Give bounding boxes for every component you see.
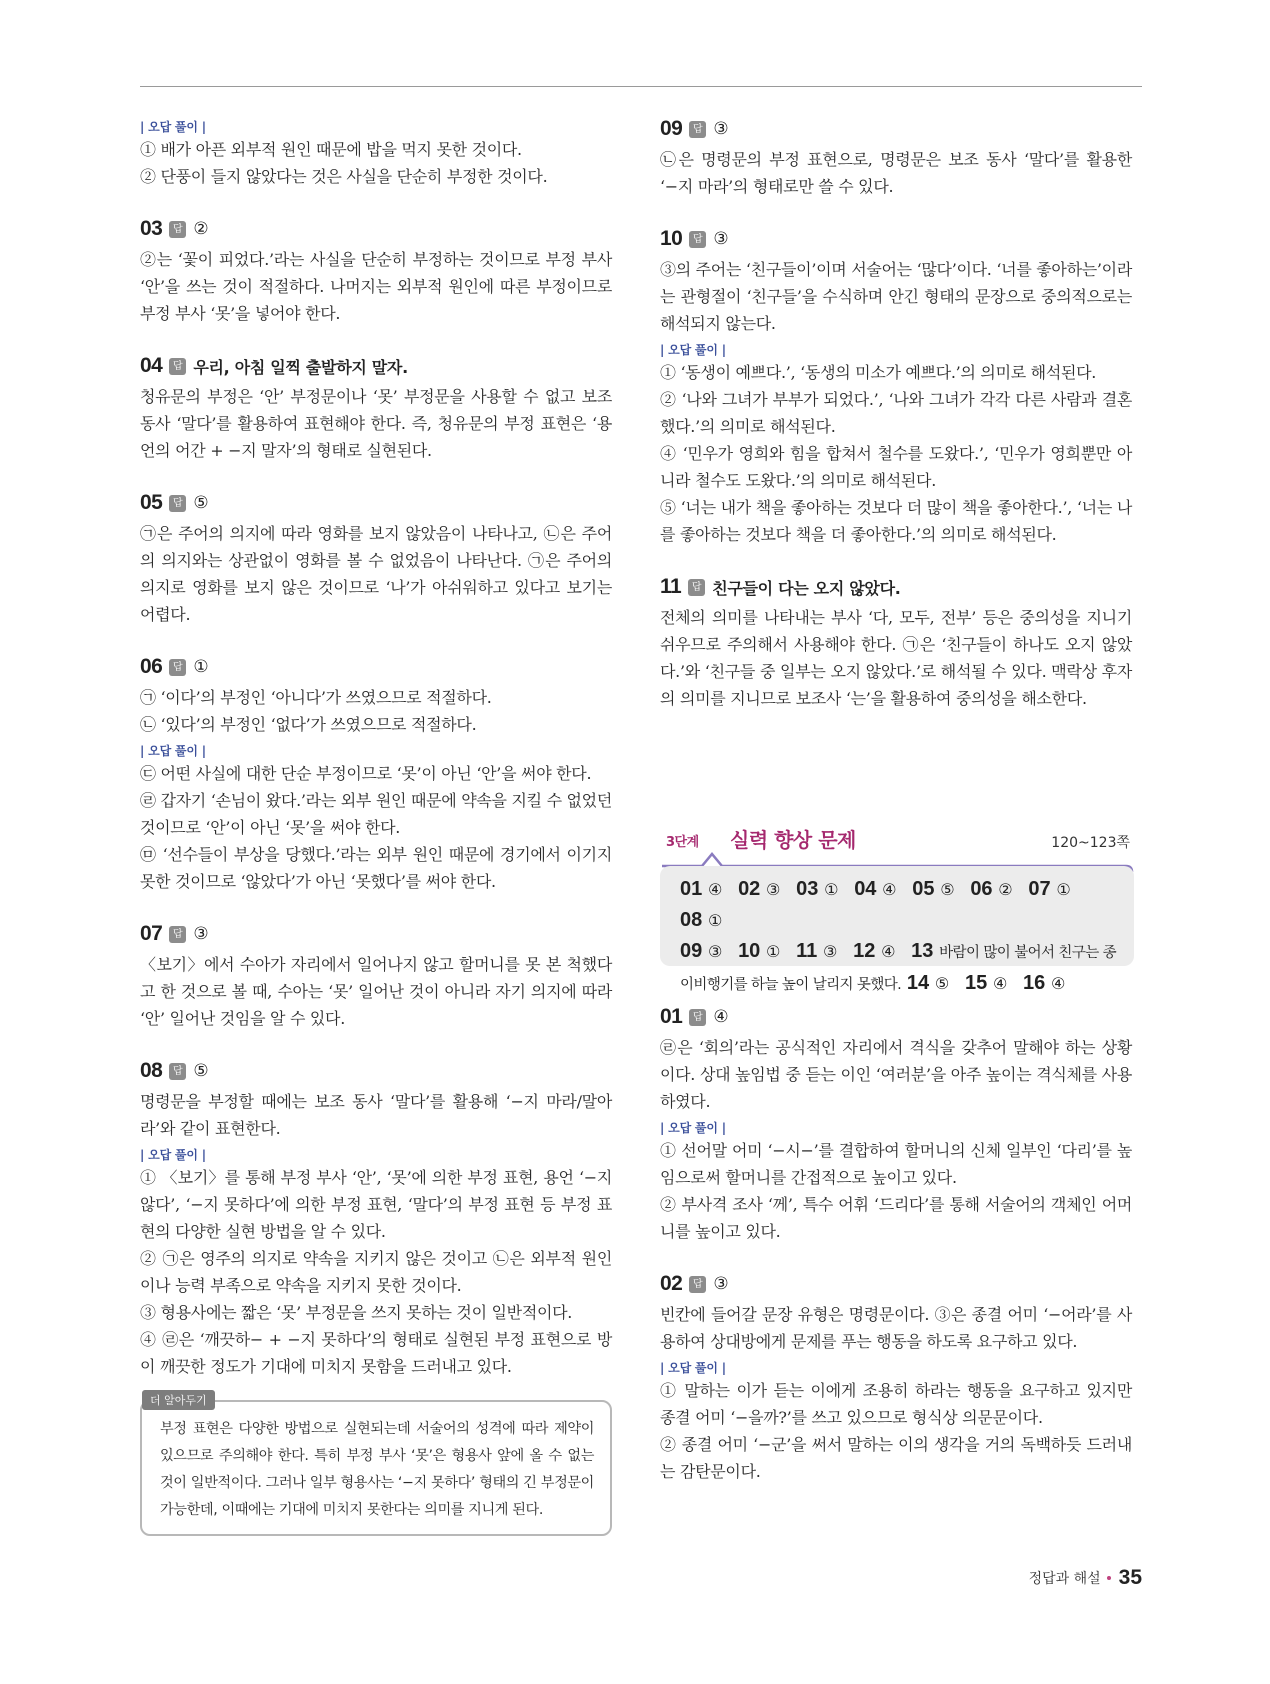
answer-badge: 답 — [689, 231, 706, 248]
footer-label: 정답과 해설 — [1028, 1571, 1101, 1587]
answer-choice: ② — [193, 219, 209, 239]
ojap-line: ㉢ 어떤 사실에 대한 단순 부정이므로 ‘못’이 아닌 ‘안’을 써야 한다. — [140, 764, 592, 783]
answer-choice: 우리, 아침 일찍 출발하지 말자. — [193, 357, 408, 377]
explanation: ㉡은 명령문의 부정 표현으로, 명령문은 보조 동사 ‘말다’를 활용한 ‘−지 마라’의 형태로만 쓸 수 있다. — [660, 150, 1132, 196]
question-number: 07 — [140, 922, 163, 945]
right-column — [660, 114, 1132, 1509]
question-number: 04 — [140, 354, 163, 377]
ojap-label: | 오답 풀이 | — [660, 1121, 726, 1135]
stage-item: 09 ③ — [680, 940, 723, 962]
ojap-line: ② 종결 어미 ‘−군’을 써서 말하는 이의 생각을 거의 독백하듯 드러내는 감탄문이다. — [660, 1435, 1132, 1481]
question-number: 11 — [660, 575, 682, 598]
stage-answer-list — [680, 874, 1126, 1000]
ojap-line: ① ‘동생이 예쁘다.’, ‘동생의 미소가 예쁘다.’의 의미로 해석된다. — [660, 363, 1097, 382]
answer-02-continued — [140, 118, 612, 190]
footer-dot — [1107, 1576, 1111, 1580]
ojap-body — [140, 136, 612, 190]
answer-choice: ③ — [713, 119, 729, 139]
ojap-body — [660, 1377, 1132, 1485]
answer-choice: ① — [193, 657, 209, 677]
ojap-label: | 오답 풀이 | — [140, 744, 206, 758]
stage-item: 11 ③ — [796, 940, 838, 962]
answer-badge: 답 — [689, 1009, 706, 1026]
answer-badge: 답 — [169, 659, 186, 676]
ojap-body — [660, 359, 1132, 548]
answer-badge: 답 — [688, 579, 705, 596]
stage-item: 06 ② — [970, 878, 1013, 900]
stage-item: 12 ④ — [853, 940, 896, 962]
more-info-tag: 더 알아두기 — [142, 1390, 215, 1410]
ojap-line: ③ 형용사에는 짧은 ‘못’ 부정문을 쓰지 못하는 것이 일반적이다. — [140, 1303, 573, 1322]
answer-09 — [660, 114, 1132, 200]
explanation-line: ㉠ ‘이다’의 부정인 ‘아니다’가 쓰였으므로 적절하다. — [140, 688, 492, 707]
ojap-label: | 오답 풀이 | — [660, 343, 726, 357]
explanation: 〈보기〉에서 수아가 자리에서 일어나지 않고 할머니를 못 본 척했다고 한 것으로 볼 때, 수아는 ‘못’ 일어난 것이 아니라 자기 의지에 따라 ‘안’ 일어난 것임을 알 수 있다. — [140, 955, 612, 1028]
ojap-line: ② 부사격 조사 ‘께’, 특수 어휘 ‘드리다’를 통해 서술어의 객체인 어머니를 높이고 있다. — [660, 1195, 1132, 1241]
answer-choice: ③ — [193, 924, 209, 944]
answer-11 — [660, 572, 1132, 712]
explanation: 전체의 의미를 나타내는 부사 ‘다, 모두, 전부’ 등은 중의성을 지니기 쉬우므로 주의해서 사용해야 한다. ㉠은 ‘친구들이 하나도 오지 않았다.’와 ‘친구들 중 일부는 오지 않았다.’로 해석될 수 있다. 맥락상 후자의 의미를 지니므로 보조사 ‘는’을 활용하여 중의성을 해소한다. — [660, 608, 1132, 708]
answer-05 — [140, 488, 612, 628]
stage-title: 실력 향상 문제 — [730, 828, 856, 852]
page-footer — [1029, 1566, 1142, 1590]
answer-choice: ③ — [713, 229, 729, 249]
answer-badge: 답 — [169, 1063, 186, 1080]
answer-04 — [140, 351, 612, 464]
ojap-body — [140, 760, 612, 895]
top-rule — [140, 86, 1142, 87]
ojap-line: ① 말하는 이가 듣는 이에게 조용히 하라는 행동을 요구하고 있지만 종결 어미 ‘−을까?’를 쓰고 있으므로 형식상 의문문이다. — [660, 1381, 1132, 1427]
page-number: 35 — [1118, 1566, 1142, 1589]
question-number: 06 — [140, 655, 163, 678]
question-number: 02 — [660, 1272, 683, 1295]
more-info-box — [140, 1394, 612, 1536]
ojap-line: ⑤ ‘너는 내가 책을 좋아하는 것보다 더 많이 책을 좋아한다.’, ‘너는 나를 좋아하는 것보다 책을 더 좋아한다.’의 의미로 해석된다. — [660, 498, 1132, 544]
question-number: 03 — [140, 217, 163, 240]
ojap-body — [660, 1137, 1132, 1245]
answer-choice: 친구들이 다는 오지 않았다. — [712, 578, 901, 598]
ojap-body — [140, 1164, 612, 1380]
explanation: ③의 주어는 ‘친구들이’이며 서술어는 ‘많다’이다. ‘너를 좋아하는’이라는 관형절이 ‘친구들’을 수식하며 안긴 형태의 문장으로 중의적으로는 해석되지 않는다. — [660, 260, 1132, 333]
stage-pages: 120~123쪽 — [1051, 835, 1130, 851]
explanation: 청유문의 부정은 ‘안’ 부정문이나 ‘못’ 부정문을 사용할 수 없고 보조 동사 ‘말다’를 활용하여 표현해야 한다. 즉, 청유문의 부정 표현은 ‘용언의 어간 + −지 말자’의 형태로 실현된다. — [140, 387, 612, 460]
explanation: 빈칸에 들어갈 문장 유형은 명령문이다. ③은 종결 어미 ‘−어라’를 사용하여 상대방에게 문제를 푸는 행동을 하도록 요구하고 있다. — [660, 1305, 1132, 1351]
stage-item: 05 ⑤ — [912, 878, 955, 900]
answer-badge: 답 — [169, 221, 186, 238]
ojap-line: ④ ‘민우가 영희와 힘을 합쳐서 철수를 도왔다.’, ‘민우가 영희뿐만 아니라 철수도 도왔다.’의 의미로 해석된다. — [660, 444, 1132, 490]
question-number: 05 — [140, 491, 163, 514]
answer-choice: ⑤ — [193, 1061, 209, 1081]
ojap-line: ㉣ 갑자기 ‘손님이 왔다.’라는 외부 원인 때문에 약속을 지킬 수 없었던 것이므로 ‘안’이 아닌 ‘못’을 써야 한다. — [140, 791, 612, 837]
stage-item: 03 ① — [796, 878, 839, 900]
answer-b01 — [660, 1002, 1132, 1245]
stage-item-long: 13 바람이 많이 불어서 친구는 종이비행기를 하늘 높이 날리지 못했다. — [680, 940, 1117, 993]
ojap-label: | 오답 풀이 | — [660, 1361, 726, 1375]
answer-03 — [140, 214, 612, 327]
left-column — [140, 114, 612, 1560]
question-number: 10 — [660, 227, 683, 250]
explanation: ②는 ‘꽃이 피었다.’라는 사실을 단순히 부정하는 것이므로 부정 부사 ‘안’을 쓰는 것이 적절하다. 나머지는 외부적 원인에 따른 부정이므로 부정 부사 ‘못’을 넣어야 한다. — [140, 250, 612, 323]
answer-badge: 답 — [689, 121, 706, 138]
ojap-line: ② ㉠은 영주의 의지로 약속을 지키지 않은 것이고 ㉡은 외부적 원인이나 능력 부족으로 약속을 지키지 못한 것이다. — [140, 1249, 612, 1295]
explanation: ㉠은 주어의 의지에 따라 영화를 보지 않았음이 나타나고, ㉡은 주어의 의지와는 상관없이 영화를 볼 수 없었음이 나타난다. ㉠은 주어의 의지로 영화를 보지 않은 것이므로 ‘나’가 아쉬워하고 있다고 보기는 어렵다. — [140, 524, 612, 624]
ojap-line: ④ ㉣은 ‘깨끗하− + −지 못하다’의 형태로 실현된 부정 표현으로 방이 깨끗한 정도가 기대에 미치지 못함을 드러내고 있다. — [140, 1330, 612, 1376]
stage3-answer-box — [660, 822, 1132, 1002]
stage-item: 14 ⑤ — [906, 972, 950, 994]
answer-choice: ⑤ — [193, 493, 209, 513]
stage-item: 16 ④ — [1023, 972, 1066, 994]
stage-item: 07 ① — [1028, 878, 1071, 900]
stage-label: 3단계 — [666, 835, 699, 850]
answer-07 — [140, 919, 612, 1032]
stage-item: 02 ③ — [738, 878, 781, 900]
question-number: 01 — [660, 1005, 683, 1028]
ojap-line: ① 배가 아픈 외부적 원인 때문에 밥을 먹지 못한 것이다. — [140, 140, 522, 159]
explanation-line: ㉡ ‘있다’의 부정인 ‘없다’가 쓰였으므로 적절하다. — [140, 715, 477, 734]
answer-choice: ③ — [713, 1274, 729, 1294]
stage-item: 10 ① — [738, 940, 781, 962]
answer-badge: 답 — [169, 495, 186, 512]
answer-choice: ④ — [713, 1007, 729, 1027]
ojap-label: | 오답 풀이 | — [140, 1148, 206, 1162]
ojap-label: | 오답 풀이 | — [140, 120, 206, 134]
ojap-line: ① 선어말 어미 ‘−시−’를 결합하여 할머니의 신체 일부인 ‘다리’를 높임으로써 할머니를 간접적으로 높이고 있다. — [660, 1141, 1132, 1187]
explanation — [140, 684, 612, 738]
explanation: ㉣은 ‘회의’라는 공식적인 자리에서 격식을 갖추어 말해야 하는 상황이다. 상대 높임법 중 듣는 이인 ‘여러분’을 아주 높이는 격식체를 사용하였다. — [660, 1038, 1132, 1111]
question-number: 09 — [660, 117, 683, 140]
answer-badge: 답 — [169, 358, 186, 375]
answer-06 — [140, 652, 612, 895]
ojap-line: ㉤ ‘선수들이 부상을 당했다.’라는 외부 원인 때문에 경기에서 이기지 못한 것이므로 ‘않았다’가 아닌 ‘못했다’를 써야 한다. — [140, 845, 612, 891]
answer-badge: 답 — [169, 926, 186, 943]
ojap-line: ② ‘나와 그녀가 부부가 되었다.’, ‘나와 그녀가 각각 다른 사람과 결혼했다.’의 의미로 해석된다. — [660, 390, 1132, 436]
stage-item: 08 ① — [680, 909, 723, 931]
stage-item: 04 ④ — [854, 878, 897, 900]
explanation: 명령문을 부정할 때에는 보조 동사 ‘말다’를 활용해 ‘−지 마라/말아라’와 같이 표현한다. — [140, 1092, 612, 1138]
stage-item: 15 ④ — [964, 972, 1008, 994]
more-info-body: 부정 표현은 다양한 방법으로 실현되는데 서술어의 성격에 따라 제약이 있으므로 주의해야 한다. 특히 부정 부사 ‘못’은 형용사 앞에 올 수 없는 것이 일반적이다. 그러나 일부 형용사는 ‘−지 못하다’ 형태의 긴 부정문이 가능한데, 이때에는 기대에 미치지 못한다는 의미를 지니게 된다. — [160, 1421, 594, 1518]
ojap-line: ① 〈보기〉를 통해 부정 부사 ‘안’, ‘못’에 의한 부정 표현, 용언 ‘−지 않다’, ‘−지 못하다’에 의한 부정 표현, ‘말다’의 부정 표현 등 부정 표현의 다양한 실현 방법을 알 수 있다. — [140, 1168, 612, 1241]
answer-badge: 답 — [689, 1276, 706, 1293]
question-number: 08 — [140, 1059, 163, 1082]
answer-b02 — [660, 1269, 1132, 1485]
answer-08 — [140, 1056, 612, 1536]
stage-item: 01 ④ — [680, 878, 723, 900]
ojap-line: ② 단풍이 들지 않았다는 것은 사실을 단순히 부정한 것이다. — [140, 167, 548, 186]
answer-10 — [660, 224, 1132, 548]
